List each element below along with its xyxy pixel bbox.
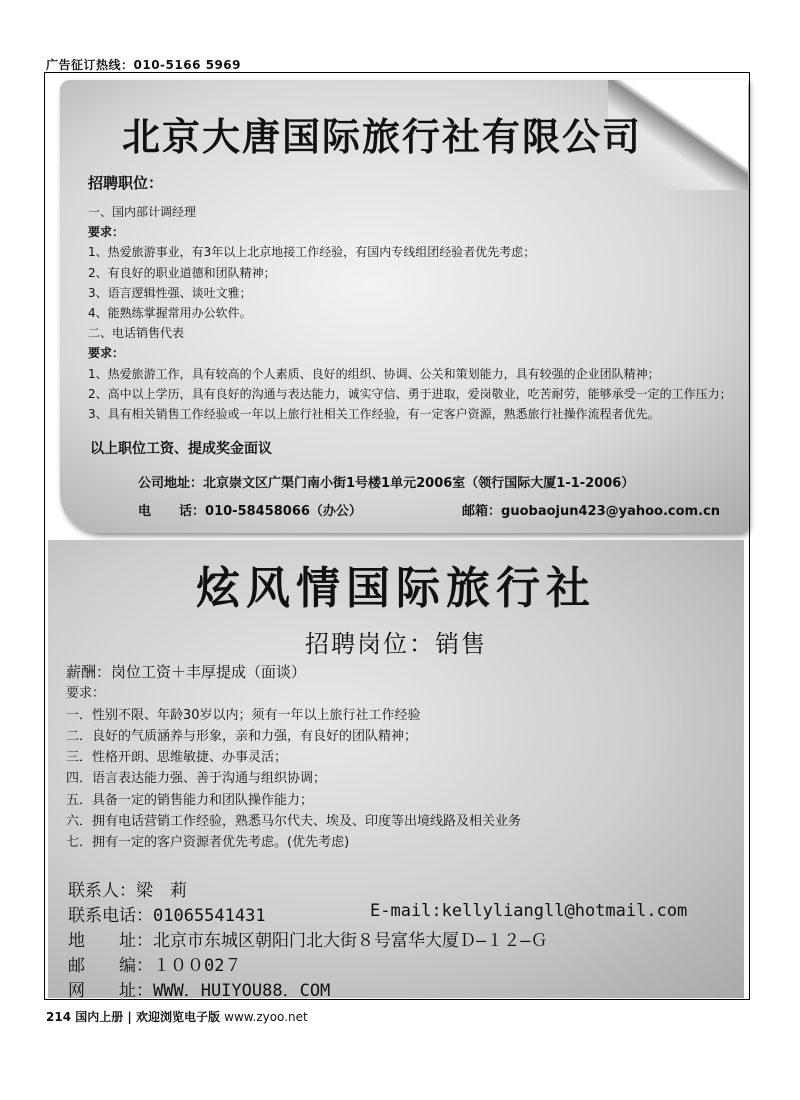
job-line: 一．性别不限、年龄30岁以内；须有一年以上旅行社工作经验 xyxy=(66,707,421,723)
job-line: 3、具有相关销售工作经验或一年以上旅行社相关工作经验，有一定客户资源，熟悉旅行社操作流程者优先。 xyxy=(88,407,660,422)
job-line: 七．拥有一定的客户资源者优先考虑。(优先考虑) xyxy=(66,835,350,851)
job-line: 二．良好的气质涵养与形象，亲和力强，有良好的团队精神； xyxy=(66,728,418,744)
job-line: 4、能熟练掌握常用办公软件。 xyxy=(88,306,252,321)
footer-text: 214 国内上册 | 欢迎浏览电子版 xyxy=(46,1010,220,1024)
email-label: E-mail: xyxy=(370,901,442,921)
job-line: 1、热爱旅游工作，具有较高的个人素质、良好的组织、协调、公关和策划能力，具有较强的企业团队精神； xyxy=(88,366,660,381)
phone-label-1: 电 xyxy=(138,504,152,519)
addr-label: 地 址： xyxy=(68,931,153,951)
email-value: guobaojun423@yahoo.com.cn xyxy=(501,504,721,519)
company-name: 北京大唐国际旅行社有限公司 xyxy=(122,115,643,159)
web-value: WWW．HUIYOU88．COM xyxy=(153,981,331,998)
contact-zip xyxy=(68,951,241,976)
job-line: 3、语言逻辑性强、谈吐文雅； xyxy=(88,285,252,300)
tel-label: 联系电话： xyxy=(68,906,153,926)
company-email xyxy=(462,500,720,519)
job-requirements xyxy=(66,662,736,854)
tel-value: 01065541431 xyxy=(153,906,266,926)
company-address xyxy=(138,472,634,491)
company-phone xyxy=(138,500,362,519)
zip-value: １００02７ xyxy=(153,956,242,976)
contact-address xyxy=(68,926,547,951)
ad-datang xyxy=(60,80,748,533)
contact-phone xyxy=(68,901,266,926)
contact-website xyxy=(68,976,330,998)
job-line: 2、高中以上学历，具有良好的沟通与表达能力，诚实守信、勇于进取，爱岗敬业，吃苦耐劳，能够承受一定的工作压力； xyxy=(88,386,732,401)
hiring-title: 招聘职位： xyxy=(88,174,164,192)
contact-label: 联系人： xyxy=(68,881,136,901)
job-line: 二、电话销售代表 xyxy=(88,326,185,341)
phone-value: 010-58458066（办公） xyxy=(205,504,362,519)
job-line: 三．性格开朗、思维敏捷、办事灵活； xyxy=(66,750,288,766)
ad-hotline: 广告征订热线：010-5166 5969 xyxy=(46,58,242,72)
job-line: 五．具备一定的销售能力和团队操作能力； xyxy=(66,792,314,808)
footer-website[interactable]: www.zyoo.net xyxy=(224,1010,308,1024)
job-line: 四．语言表达能力强、善于沟通与组织协调； xyxy=(66,771,327,787)
job-line: 1、热爱旅游事业，有3年以上北京地接工作经验，有国内专线组团经验者优先考虑； xyxy=(88,245,536,260)
address-label: 公司地址： xyxy=(138,476,204,491)
job-line: 要求： xyxy=(88,225,125,240)
job-line: 要求： xyxy=(88,346,125,361)
job-line: 要求： xyxy=(66,686,106,702)
job-line: 一、国内部计调经理 xyxy=(88,205,197,219)
job-line: 薪酬：岗位工资＋丰厚提成（面谈） xyxy=(66,663,307,681)
address-value: 北京崇文区广渠门南小街1号楼1单元2006室（领行国际大厦1-1-2006） xyxy=(203,476,635,491)
web-label: 网 址： xyxy=(68,981,153,998)
job-line: 2、有良好的职业道德和团队精神； xyxy=(88,265,276,280)
contact-value: 梁 莉 xyxy=(136,881,187,901)
zip-label: 邮 编： xyxy=(68,956,153,976)
contact-email xyxy=(370,901,687,921)
contact-person xyxy=(68,876,187,901)
email-label: 邮箱： xyxy=(462,504,502,519)
phone-label-2: 话： xyxy=(179,504,206,519)
position-title: 招聘岗位：销售 xyxy=(305,630,487,658)
job-line: 六．拥有电话营销工作经验，熟悉马尔代夫、埃及、印度等出境线路及相关业务 xyxy=(66,814,522,830)
page-footer xyxy=(46,1008,308,1025)
job-requirements xyxy=(88,202,738,424)
company-name: 炫风情国际旅行社 xyxy=(196,563,596,614)
salary-note: 以上职位工资、提成奖金面议 xyxy=(90,441,272,457)
email-value: kellyliangll@hotmail.com xyxy=(441,901,688,921)
ad-xuanfengqing xyxy=(48,540,744,998)
addr-value: 北京市东城区朝阳门北大街８号富华大厦Ｄ—１２—Ｇ xyxy=(153,931,548,951)
